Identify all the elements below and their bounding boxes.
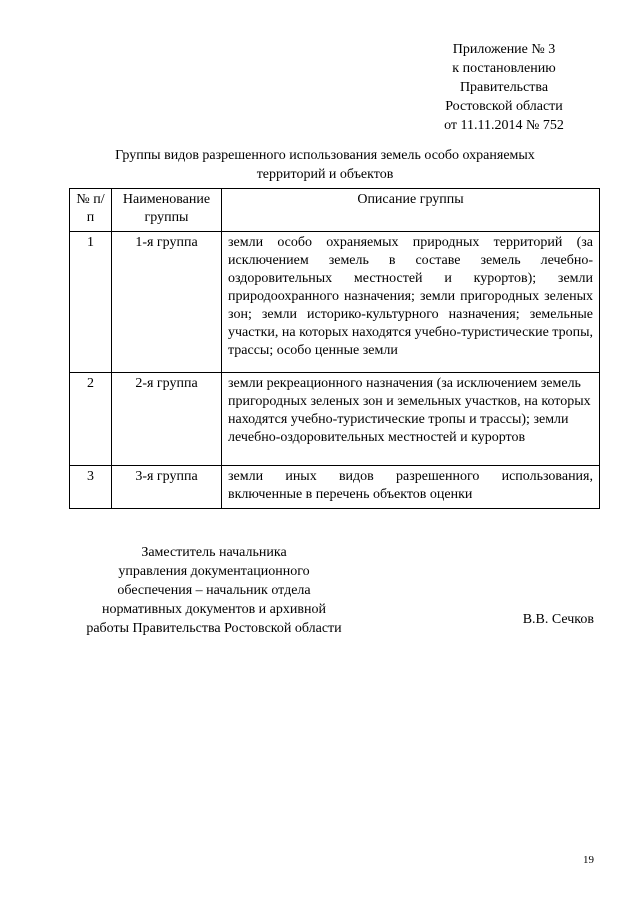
table-row — [70, 373, 600, 466]
appendix-ref-line: к постановлению — [452, 61, 556, 76]
row-group-name: 3-я группа — [112, 466, 222, 509]
signatory-name: В.В. Сечков — [522, 612, 594, 627]
document-title — [90, 146, 560, 184]
row-number: 3 — [70, 466, 112, 509]
table-header-row — [70, 189, 600, 232]
groups-table — [69, 188, 600, 509]
row-number: 2 — [70, 373, 112, 466]
table-row — [70, 232, 600, 373]
header-group-name: Наименование группы — [112, 189, 222, 232]
appendix-header — [418, 40, 590, 135]
position-line: обеспечения – начальник отдела — [117, 583, 311, 598]
position-line: нормативных документов и архивной — [102, 602, 326, 617]
row-group-description: земли особо охраняемых природных территорий (за исключением земель в составе земель лечебно-оздоровительных местностей и курортов); земли природоохранного назначения; земли пригородных зеленых зон; земли историко-культурного назначения; земельные участки, на которых находятся учебно-туристические тропы, трассы; особо ценные земли — [222, 232, 600, 373]
page-number: 19 — [583, 854, 594, 866]
signatory-position — [69, 543, 359, 638]
title-line: Группы видов разрешенного использования земель особо охраняемых — [115, 148, 535, 163]
appendix-number: Приложение № 3 — [452, 42, 556, 57]
row-group-description: земли рекреационного назначения (за исключением земель пригородных зеленых зон и земельных участков, на которых находятся учебно-туристические тропы и трассы); земли лечебно-оздоровительных местностей и курортов — [222, 373, 600, 466]
appendix-ref-line: Правительства — [459, 80, 549, 95]
header-number: № п/п — [70, 189, 112, 232]
position-line: управления документационного — [118, 564, 310, 579]
appendix-ref-line: Ростовской области — [445, 99, 563, 114]
header-group-description: Описание группы — [222, 189, 600, 232]
table-row — [70, 466, 600, 509]
position-line: Заместитель начальника — [141, 545, 287, 560]
title-line: территорий и объектов — [256, 167, 394, 182]
row-number: 1 — [70, 232, 112, 373]
row-group-name: 2-я группа — [112, 373, 222, 466]
appendix-date-number: от 11.11.2014 № 752 — [444, 118, 564, 133]
row-group-name: 1-я группа — [112, 232, 222, 373]
row-group-description: земли иных видов разрешенного использования, включенные в перечень объектов оценки — [222, 466, 600, 509]
position-line: работы Правительства Ростовской области — [86, 621, 342, 636]
